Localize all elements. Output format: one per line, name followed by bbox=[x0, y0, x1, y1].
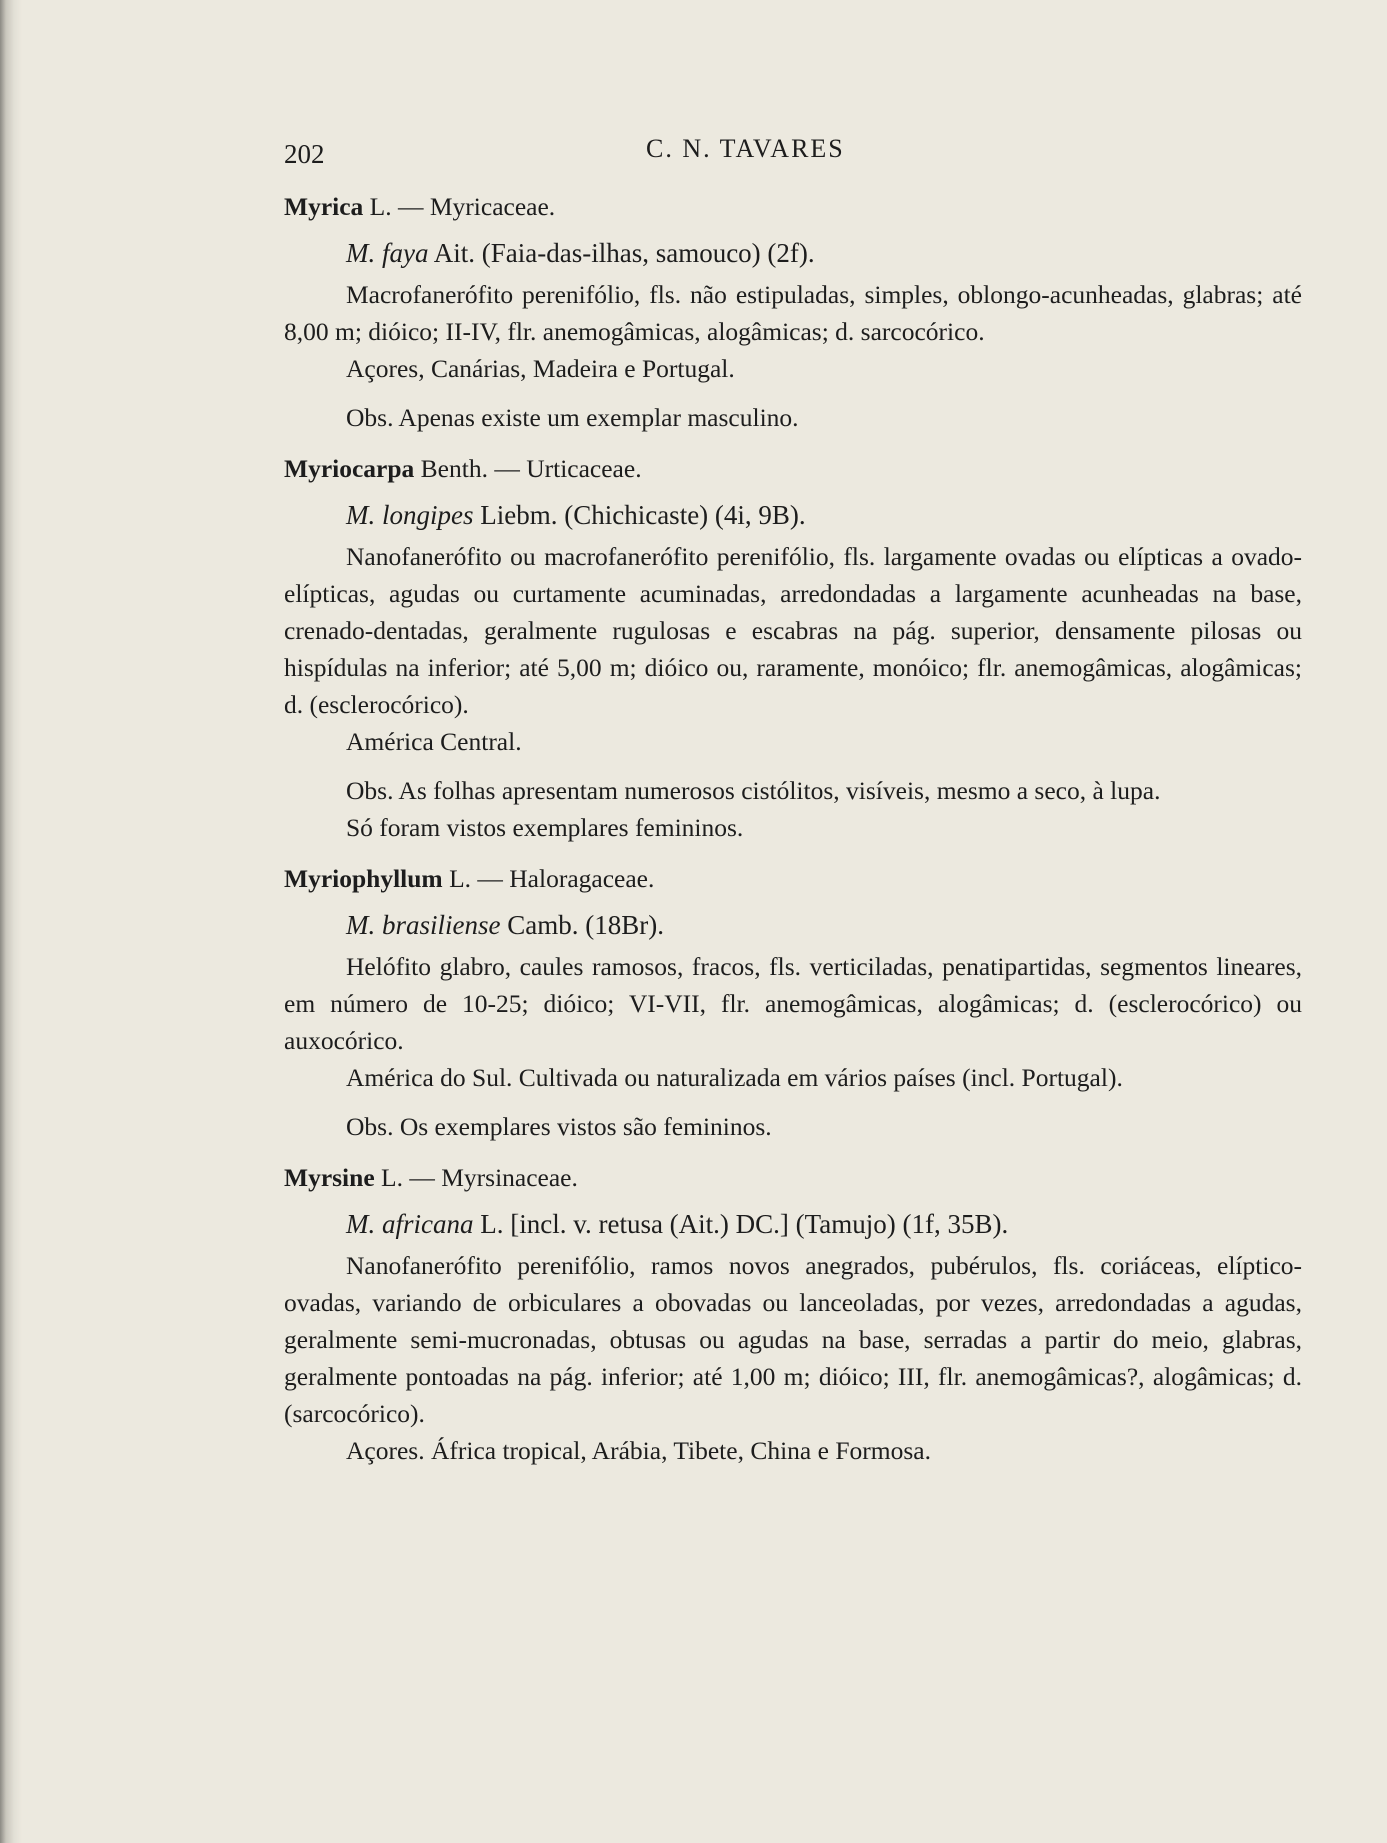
running-header bbox=[284, 118, 1302, 174]
genus-name: Myriophyllum bbox=[284, 864, 443, 893]
species-observation: Obs. Apenas existe um exemplar masculino. bbox=[346, 403, 799, 432]
running-author: C. N. TAVARES bbox=[646, 134, 845, 163]
genus-name: Myriocarpa bbox=[284, 454, 415, 483]
genus-heading-myrica bbox=[284, 188, 1302, 225]
genus-heading-myriophyllum bbox=[284, 860, 1302, 897]
page-number: 202 bbox=[284, 139, 325, 169]
genus-authority-family: L. — Myrsinaceae. bbox=[374, 1163, 578, 1192]
species-description: Helófito glabro, caules ramosos, fracos, fls. verticiladas, penatipartidas, segmentos lineares, em número de 10-25; dióico; VI-VII, flr. anemogâmicas, alogâmicas; d. (esclerocórico) ou auxocórico. bbox=[284, 952, 1302, 1055]
species-observation-note: Só foram vistos exemplares femininos. bbox=[346, 813, 744, 842]
genus-heading-myrsine bbox=[284, 1159, 1302, 1196]
species-distribution: Açores. África tropical, Arábia, Tibete, China e Formosa. bbox=[346, 1436, 931, 1465]
document-page bbox=[284, 118, 1302, 1469]
species-description: Macrofanerófito perenifólio, fls. não estipuladas, simples, oblongo-acunheadas, glabras; até 8,00 m; dióico; II-IV, flr. anemogâmicas, alogâmicas; d. sarcocórico. bbox=[284, 280, 1302, 346]
species-details: L. [incl. v. retusa (Ait.) DC.] (Tamujo) (1f, 35B). bbox=[473, 1209, 1009, 1239]
species-description: Nanofanerófito ou macrofanerófito perenifólio, fls. largamente ovadas ou elípticas a ovado-elípticas, agudas ou curtamente acuminadas, arredondadas a largamente acunheadas na base, crenado-dentadas, geralmente rugulosas e escabras na pág. superior, densamente pilosas ou hispídulas na inferior; até 5,00 m; dióico ou, raramente, monóico; flr. anemogâmicas, alogâmicas; d. (esclerocórico). bbox=[284, 542, 1302, 719]
species-epithet: longipes bbox=[382, 500, 474, 530]
species-epithet: faya bbox=[382, 238, 429, 268]
genus-name: Myrsine bbox=[284, 1163, 375, 1192]
species-observation: Obs. Os exemplares vistos são femininos. bbox=[346, 1112, 772, 1141]
species-details: Liebm. (Chichicaste) (4i, 9B). bbox=[473, 500, 806, 530]
genus-authority-family: L. — Myricaceae. bbox=[363, 192, 556, 221]
page-binding-edge bbox=[0, 0, 22, 1843]
genus-name: Myrica bbox=[284, 192, 364, 221]
species-epithet: brasiliense bbox=[382, 910, 501, 940]
species-observation: Obs. As folhas apresentam numerosos cistólitos, visíveis, mesmo a seco, à lupa. bbox=[346, 776, 1161, 805]
species-abbr: M. bbox=[346, 1209, 376, 1239]
species-line bbox=[284, 235, 1302, 272]
genus-authority-family: L. — Haloragaceae. bbox=[442, 864, 655, 893]
species-abbr: M. bbox=[346, 910, 376, 940]
species-details: Camb. (18Br). bbox=[500, 910, 664, 940]
species-line bbox=[284, 497, 1302, 534]
species-description: Nanofanerófito perenifólio, ramos novos anegrados, pubérulos, fls. coriáceas, elíptico-ovadas, variando de orbiculares a obovadas ou lanceoladas, por vezes, arredondadas a agudas, geralmente semi-mucronadas, obtusas ou agudas na base, serradas a partir do meio, glabras, geralmente pontoadas na pág. inferior; até 1,00 m; dióico; III, flr. anemogâmicas?, alogâmicas; d. (sarcocórico). bbox=[284, 1251, 1302, 1428]
species-details: Ait. (Faia-das-ilhas, samouco) (2f). bbox=[428, 238, 815, 268]
species-line bbox=[284, 1206, 1302, 1243]
species-epithet: africana bbox=[382, 1209, 474, 1239]
species-distribution: América Central. bbox=[346, 727, 522, 756]
species-line bbox=[284, 907, 1302, 944]
genus-authority-family: Benth. — Urticaceae. bbox=[414, 454, 642, 483]
species-abbr: M. bbox=[346, 238, 376, 268]
species-distribution: América do Sul. Cultivada ou naturalizada em vários países (incl. Portugal). bbox=[346, 1063, 1123, 1092]
genus-heading-myriocarpa bbox=[284, 450, 1302, 487]
species-distribution: Açores, Canárias, Madeira e Portugal. bbox=[346, 354, 735, 383]
species-abbr: M. bbox=[346, 500, 376, 530]
